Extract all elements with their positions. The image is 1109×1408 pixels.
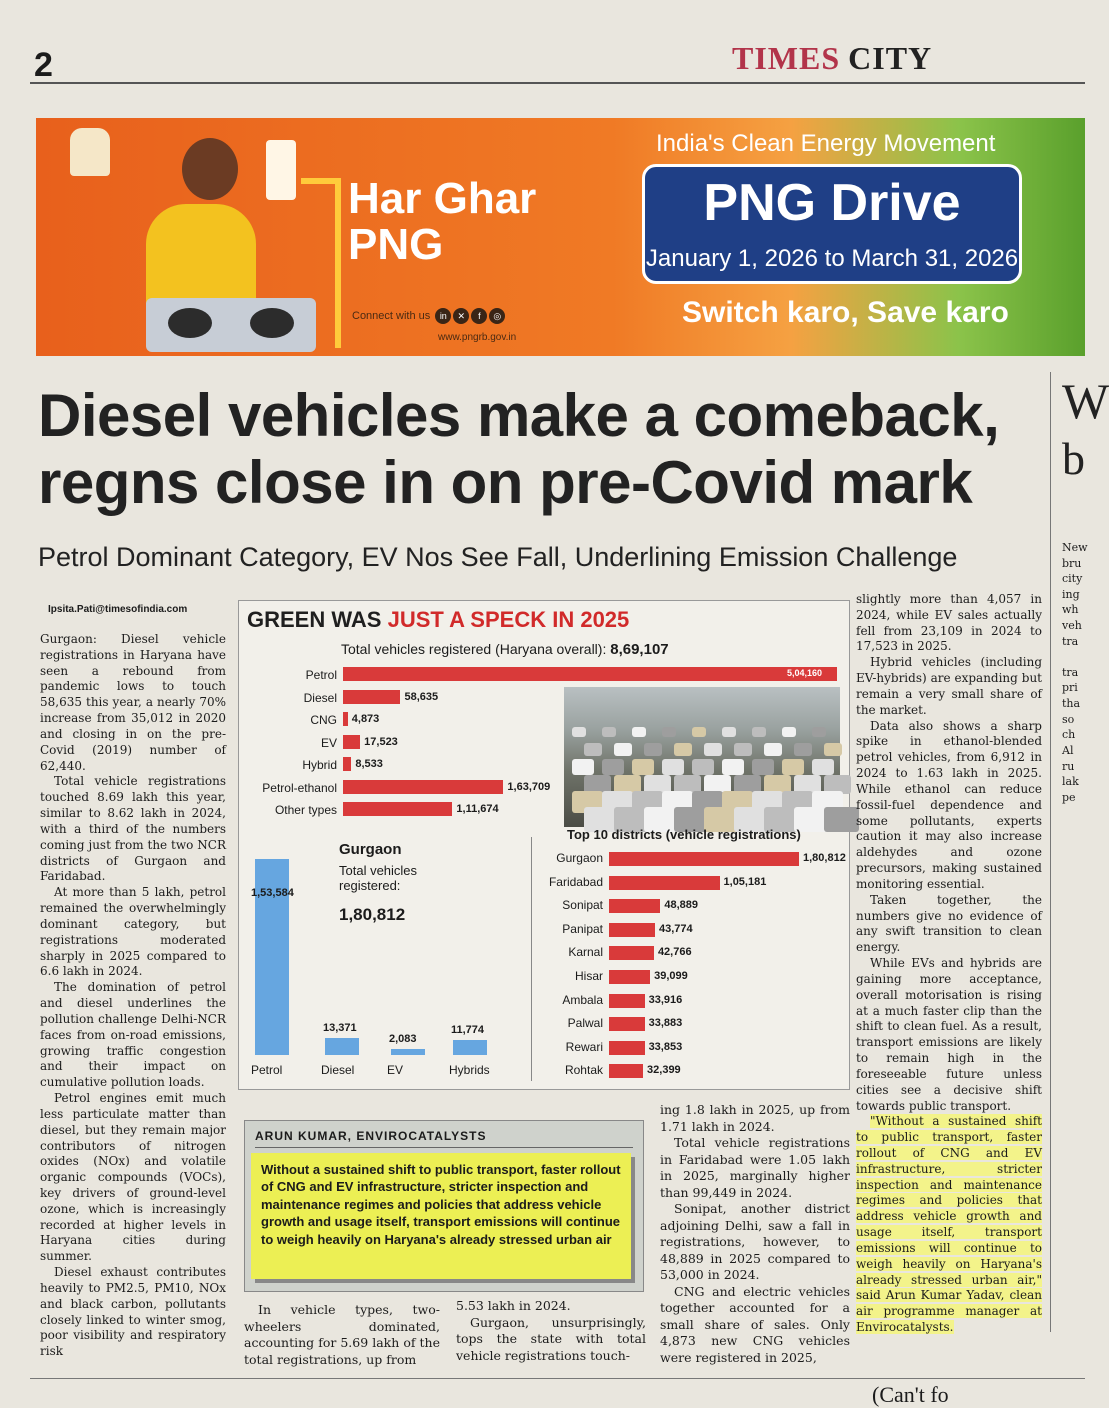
next-article-fragment: (Can't fo xyxy=(872,1382,949,1407)
car-shape xyxy=(602,727,616,737)
bar xyxy=(609,946,654,960)
gurgaon-chart xyxy=(249,841,527,1077)
gurgaon-chart-total: 1,80,812 xyxy=(339,905,406,924)
paragraph: While EVs and hybrids are gaining more acceptance, overall motorisation is rising at a much faster clip than the shift to clean fuel. As a result, transport emissions are likely to remain high in the foreseeable future unless cities see a decisive shift towards public transport. xyxy=(856,956,1042,1113)
adjacent-line: tra xyxy=(1062,665,1079,679)
car-shape xyxy=(572,727,586,737)
bar-value: 48,889 xyxy=(664,899,699,912)
car-shape xyxy=(692,727,706,737)
adjacent-line: ing xyxy=(1062,587,1080,601)
bar-label: CNG xyxy=(310,713,337,727)
ad-png-drive-box xyxy=(642,164,1022,284)
ad-har-ghar-png: Har Ghar PNG xyxy=(348,174,537,270)
car-shape xyxy=(722,759,744,775)
paragraph: In vehicle types, two-wheelers dominated, accounting for 5.69 lakh of the total registrations, up from xyxy=(244,1302,440,1367)
ad-connect-label: Connect with us xyxy=(352,309,431,322)
adjacent-line: New xyxy=(1062,541,1088,554)
bar xyxy=(609,876,720,890)
bar-label: Panipat xyxy=(562,921,603,936)
bar-label: Gurgaon xyxy=(556,851,603,865)
gas-stove-image xyxy=(146,298,316,352)
bar-value: 32,399 xyxy=(647,1064,681,1077)
bar-label: Diesel xyxy=(303,690,337,705)
pull-quote-rule xyxy=(255,1147,633,1148)
traffic-jam-photo xyxy=(564,687,840,827)
ad-url: www.pngrb.gov.in xyxy=(438,332,517,343)
bar xyxy=(343,735,360,749)
paragraph: ing 1.8 lakh in 2025, up from 1.71 lakh in 2024. xyxy=(660,1102,850,1134)
bar xyxy=(609,899,660,913)
bar-row xyxy=(239,667,851,683)
gas-meter-icon xyxy=(266,140,296,200)
bar xyxy=(343,802,452,816)
car-shape xyxy=(824,743,842,756)
car-shape xyxy=(752,727,766,737)
bar-label: Sonipat xyxy=(562,898,603,913)
car-shape xyxy=(662,759,684,775)
bar-value: 58,635 xyxy=(404,690,439,703)
bar xyxy=(609,970,650,984)
infographic-title-plain: GREEN WAS xyxy=(247,607,382,632)
bar xyxy=(609,1041,645,1055)
adjacent-line: veh xyxy=(1062,619,1082,633)
adjacent-line: lak xyxy=(1062,775,1079,789)
article-column-2a xyxy=(244,1302,440,1368)
article-subhead: Petrol Dominant Category, EV Nos See Fall, Underlining Emission Challenge xyxy=(38,542,958,572)
adjacent-line: ru xyxy=(1062,759,1075,773)
bar-label: Other types xyxy=(274,803,337,817)
bar-value: 43,774 xyxy=(658,922,693,935)
top-districts-title: Top 10 districts (vehicle registrations) xyxy=(567,827,801,842)
article-headline: Diesel vehicles make a comeback, regns close in on pre-Covid mark xyxy=(38,382,1000,517)
paragraph: Taken together, the numbers give no evidence of any swift transition to clean energy. xyxy=(856,892,1042,955)
bar-label: Diesel xyxy=(321,1063,355,1077)
adjacent-headline-fragment-1: W xyxy=(1062,373,1109,429)
paragraph: Total vehicle registrations touched 8.69 lakh this year, similar to 8.62 lakh in 2024, with a third of the numbers coming just from the two NCR districts of Gurgaon and Faridabad. xyxy=(40,774,226,884)
car-shape xyxy=(614,743,632,756)
masthead-city: CITY xyxy=(848,40,933,76)
paragraph: Petrol engines emit much less particulate matter than diesel, but they remain major contributors of nitrogen oxides (NOx) and volatile organic compounds (VOCs), key drivers of ground-level ozone, which is increasingly recorded at higher levels in Haryana cities during summer. xyxy=(40,1091,226,1264)
bar-label: Rohtak xyxy=(564,1063,603,1078)
bar-label: Petrol xyxy=(305,668,337,682)
bar-label: Hybrid xyxy=(302,758,337,772)
bar-value: 4,873 xyxy=(351,713,380,725)
car-shape xyxy=(584,743,602,756)
bar-value: 33,883 xyxy=(648,1017,683,1030)
top-districts-chart xyxy=(539,827,849,1087)
adjacent-line: ch xyxy=(1062,728,1076,742)
paragraph: Gurgaon, unsurprisingly, tops the state with total vehicle registrations touch- xyxy=(456,1314,646,1363)
gurgaon-chart-title: Gurgaon xyxy=(339,841,402,858)
adjacent-line: bru xyxy=(1062,556,1082,570)
infographic-title-red: JUST A SPECK IN 2025 xyxy=(387,607,630,632)
adjacent-line: Al xyxy=(1062,743,1074,757)
bar xyxy=(609,1064,643,1078)
bar-label: Hybrids xyxy=(449,1063,490,1077)
adjacent-line xyxy=(1062,649,1085,665)
haryana-total-value: 8,69,107 xyxy=(610,641,669,658)
bar-value: 2,083 xyxy=(389,1033,417,1045)
car-shape xyxy=(812,727,826,737)
car-shape xyxy=(794,743,812,756)
car-shape xyxy=(632,727,646,737)
paragraph: 5.53 lakh in 2024. xyxy=(456,1298,571,1313)
bar-value: 33,916 xyxy=(648,993,683,1006)
adjacent-column-text xyxy=(1062,540,1088,805)
pull-quote-heading: ARUN KUMAR, ENVIROCATALYSTS xyxy=(255,1129,487,1143)
paragraph: Data also shows a sharp spike in ethanol-blended petrol vehicles, from 6,912 in 2024 to 1.63 lakh in 2025. While ethanol can reduce fossil-fuel dependence and some pollutants, experts caution it may also increase aldehydes and ozone precursors, making sustained monitoring essential. xyxy=(856,718,1042,891)
paragraph: Gurgaon: Diesel vehicle registrations in Haryana have seen a rebound from pandemic lows to touch 58,635 this year, a nearly 70% increase from 35,012 in 2020 and closing in on the pre-Covid (2019) number of 62,440. xyxy=(40,632,226,773)
ad-connect xyxy=(352,308,505,324)
bar xyxy=(343,690,400,704)
ad-slogan: Switch karo, Save karo xyxy=(682,296,1009,329)
instagram-icon: ◎ xyxy=(489,308,505,324)
facebook-icon: f xyxy=(471,308,487,324)
bar-value: 33,853 xyxy=(648,1040,683,1053)
adjacent-line: pri xyxy=(1062,681,1078,695)
bar xyxy=(325,1038,359,1055)
paragraph: Diesel exhaust contributes heavily to PM2.5, PM10, NOx and black carbon, pollutants closely linked to winter smog, poor visibility and respiratory risk xyxy=(40,1265,226,1359)
byline: Ipsita.Pati@timesofindia.com xyxy=(48,604,188,615)
column-divider xyxy=(1050,372,1051,1332)
bar-value: 42,766 xyxy=(657,946,692,959)
bar xyxy=(609,923,655,937)
car-shape xyxy=(722,727,736,737)
bar-value: 1,63,709 xyxy=(507,780,551,793)
bar-value: 1,11,674 xyxy=(456,803,499,815)
bar-value: 5,04,160 xyxy=(787,668,823,678)
bar xyxy=(343,780,503,794)
bar-label: Ambala xyxy=(562,992,603,1007)
gurgaon-chart-subtitle: Total vehicles registered: xyxy=(339,863,418,893)
car-shape xyxy=(644,743,662,756)
png-drive-advertisement xyxy=(36,118,1085,356)
car-shape xyxy=(752,759,774,775)
article-column-2b xyxy=(456,1298,646,1364)
bar-label: Hisar xyxy=(574,969,603,983)
top-rule xyxy=(30,82,1085,84)
bar xyxy=(343,712,348,726)
bar xyxy=(609,852,799,866)
footer-rule xyxy=(30,1378,1085,1379)
bar xyxy=(343,757,351,771)
car-shape xyxy=(632,759,654,775)
bar-value: 17,523 xyxy=(364,735,398,748)
pull-quote-box xyxy=(251,1153,631,1279)
bar-label: Karnal xyxy=(568,945,603,960)
bar-value: 39,099 xyxy=(654,970,688,982)
ad-title: PNG Drive xyxy=(703,174,961,232)
bar-value: 13,371 xyxy=(323,1021,357,1034)
paragraph xyxy=(856,1114,1042,1336)
paragraph: Sonipat, another district adjoining Delhi, saw a fall in registrations, however, to 48,889 in 2025 compared to 53,000 in 2024. xyxy=(660,1201,850,1282)
car-shape xyxy=(782,759,804,775)
pull-quote xyxy=(244,1120,644,1292)
bar-value: 1,80,812 xyxy=(803,852,846,864)
page-number: 2 xyxy=(34,46,53,84)
ad-movement: India's Clean Energy Movement xyxy=(656,130,996,157)
car-shape xyxy=(602,759,624,775)
car-shape xyxy=(692,759,714,775)
adjacent-line: so xyxy=(1062,712,1075,726)
paragraph: The domination of petrol and diesel underlines the pollution challenge Delhi-NCR faces from on-road emissions, growing traffic congestion and their impact on cumulative pollution loads. xyxy=(40,980,226,1090)
adjacent-line: pe xyxy=(1062,790,1076,804)
chart-divider xyxy=(531,837,532,1081)
adjacent-line: tra xyxy=(1062,634,1079,648)
masthead-times: TIMES xyxy=(732,40,841,76)
bar xyxy=(391,1049,425,1055)
car-shape xyxy=(704,743,722,756)
bar-value: 1,53,584 xyxy=(251,887,294,899)
paragraph: slightly more than 4,057 in 2024, while EV sales actually fell from 23,109 in 2024 to 17,523 in 2025. xyxy=(856,592,1042,654)
bar-label: Petrol xyxy=(251,1063,283,1077)
paragraph: CNG and electric vehicles together accounted for a small share of sales. Only 4,873 new CNG vehicles were registered in 2025, xyxy=(660,1283,850,1365)
article-column-1 xyxy=(40,632,226,1360)
infographic xyxy=(238,600,850,1090)
bar-label: Palwal xyxy=(567,1016,603,1031)
highlighted-quote: "Without a sustained shift to public transport, faster rollout of CNG and EV infrastructure, stricter inspection and maintenance regimes and policies that address vehicle growth and usage itself, transport emissions will continue to weigh heavily on Haryana's already stressed urban air," said Arun Kumar Yadav, clean air programme manager at Envirocatalysts. xyxy=(856,1114,1042,1335)
bar xyxy=(609,994,645,1008)
paragraph: At more than 5 lakh, petrol remained the overwhelmingly dominant category, but registrations moderated sharply in 2025 compared to 6.6 lakh in 2024. xyxy=(40,885,226,979)
bar-label: Petrol-ethanol xyxy=(262,780,337,795)
national-emblem-icon xyxy=(60,128,120,208)
car-shape xyxy=(812,759,834,775)
bar xyxy=(343,667,837,681)
paragraph: Hybrid vehicles (including EV-hybrids) are expanding but remain a very small share of the market. xyxy=(856,655,1042,717)
bar-label: Faridabad xyxy=(548,874,603,889)
paragraph: Total vehicle registrations in Faridabad were 1.05 lakh in 2025, marginally higher than 99,449 in 2024. xyxy=(660,1135,850,1200)
bar-value: 8,533 xyxy=(355,758,383,770)
adjacent-headline-fragment-2: b xyxy=(1062,433,1085,484)
article-column-2c xyxy=(660,1102,850,1366)
x-icon: ✕ xyxy=(453,308,469,324)
haryana-total xyxy=(341,641,669,658)
bar-label: EV xyxy=(387,1063,404,1077)
adjacent-line: wh xyxy=(1062,603,1079,617)
bar xyxy=(453,1040,487,1055)
car-shape xyxy=(662,727,676,737)
bar-label: EV xyxy=(320,735,337,750)
car-shape xyxy=(572,759,594,775)
bar-value: 1,05,181 xyxy=(723,875,767,888)
car-shape xyxy=(764,743,782,756)
article-column-3 xyxy=(856,592,1042,1336)
haryana-total-label: Total vehicles registered (Haryana overall): xyxy=(341,641,607,657)
car-shape xyxy=(782,727,796,737)
car-shape xyxy=(734,743,752,756)
linkedin-icon: in xyxy=(435,308,451,324)
adjacent-line: tha xyxy=(1062,697,1081,711)
bar xyxy=(609,1017,645,1031)
masthead xyxy=(732,40,932,77)
ad-dates: January 1, 2026 to March 31, 2026 xyxy=(645,245,1019,272)
bar-value: 11,774 xyxy=(451,1023,485,1036)
infographic-title xyxy=(247,607,629,633)
pull-quote-text: Without a sustained shift to public transport, faster rollout of CNG and EV infrastructure, stricter inspection and maintenance regimes and policies that address vehicle growth and usage itself, transport emissions will continue to weigh heavily on Haryana's already stressed urban air xyxy=(261,1162,621,1247)
adjacent-line: city xyxy=(1062,572,1083,586)
car-shape xyxy=(674,743,692,756)
bar-label: Rewari xyxy=(565,1039,603,1054)
